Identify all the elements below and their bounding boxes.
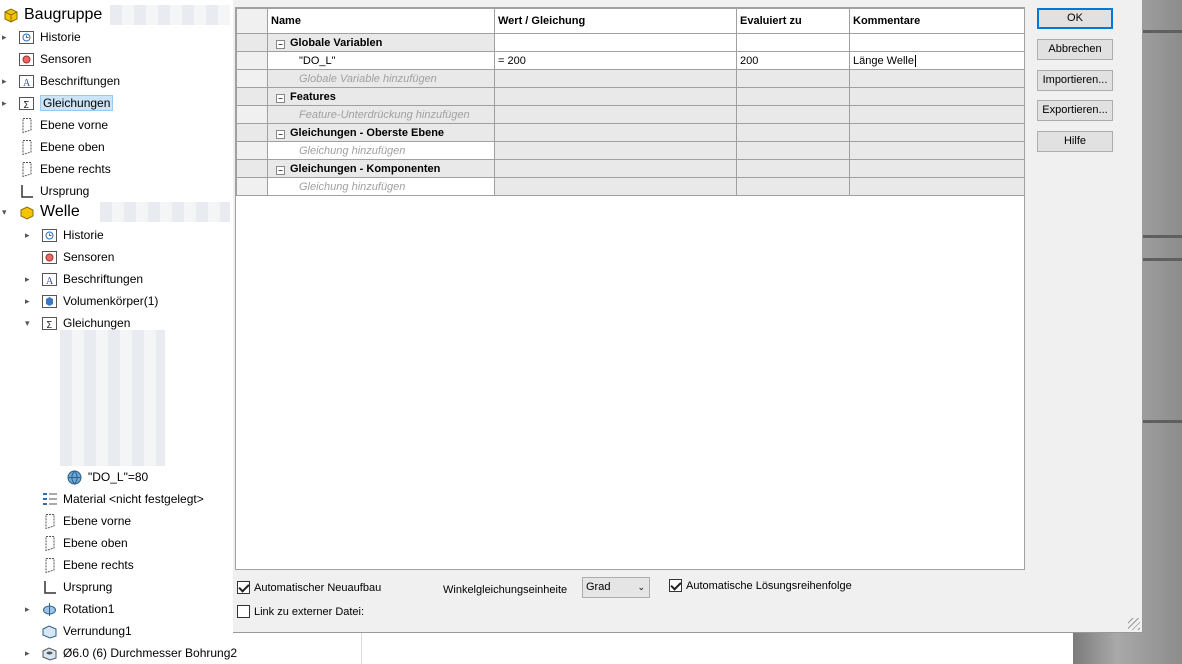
tree-item-label: Ebene rechts bbox=[40, 162, 111, 176]
blurred-region bbox=[100, 202, 230, 222]
group-label: Gleichungen - Komponenten bbox=[290, 162, 441, 175]
part-icon bbox=[18, 204, 35, 221]
collapse-icon[interactable]: − bbox=[276, 40, 285, 49]
column-header-comments[interactable]: Kommentare bbox=[850, 9, 1025, 34]
expand-arrow-icon[interactable]: ▸ bbox=[2, 76, 7, 86]
plane-icon bbox=[18, 161, 35, 178]
tree-item-historie[interactable] bbox=[2, 27, 81, 47]
tree-item-label: Verrundung1 bbox=[63, 624, 132, 638]
tree-root-assembly[interactable] bbox=[2, 5, 102, 25]
tree-item-ebene-vorne[interactable] bbox=[25, 511, 131, 531]
equations-grid bbox=[235, 7, 1025, 570]
fillet-icon bbox=[41, 623, 58, 640]
tree-spacer bbox=[2, 55, 10, 63]
tree-item-label: Rotation1 bbox=[63, 602, 115, 616]
tree-equation-label: "DO_L"=80 bbox=[88, 470, 149, 484]
angle-unit-select[interactable] bbox=[582, 577, 650, 598]
tree-part-label: Welle bbox=[40, 203, 80, 220]
import-button[interactable]: Importieren... bbox=[1037, 70, 1113, 91]
origin-icon bbox=[41, 579, 58, 596]
tree-item-label: Ursprung bbox=[40, 184, 90, 198]
column-header-value[interactable]: Wert / Gleichung bbox=[495, 9, 737, 34]
svg-text:A: A bbox=[23, 77, 31, 89]
expand-arrow-icon[interactable]: ▸ bbox=[25, 274, 30, 284]
tree-item-material-nicht-festgelegt[interactable] bbox=[25, 489, 204, 509]
group-features[interactable] bbox=[237, 88, 1025, 106]
expand-arrow-icon[interactable]: ▸ bbox=[2, 32, 7, 42]
equations-icon bbox=[41, 315, 58, 332]
equations-dialog bbox=[233, 0, 1143, 633]
tree-item-ebene-rechts[interactable] bbox=[2, 159, 111, 179]
auto-solve-order-label: Automatische Lösungsreihenfolge bbox=[686, 579, 852, 592]
globe-icon bbox=[66, 469, 83, 486]
collapse-arrow-icon[interactable]: ▾ bbox=[2, 207, 7, 217]
chevron-down-icon: ⌄ bbox=[637, 582, 645, 592]
group-label: Globale Variablen bbox=[290, 36, 383, 49]
plane-icon bbox=[41, 513, 58, 530]
tree-item-label: Sensoren bbox=[63, 250, 115, 264]
variable-comment-cell[interactable] bbox=[850, 52, 1025, 70]
tree-root-label: Baugruppe bbox=[24, 6, 103, 23]
variable-evaluated-cell: 200 bbox=[737, 52, 850, 70]
tree-item-rotation1[interactable] bbox=[25, 599, 114, 619]
tree-item-verrundung1[interactable] bbox=[25, 621, 132, 641]
angle-unit-value: Grad bbox=[586, 581, 611, 593]
plane-icon bbox=[41, 535, 58, 552]
tree-item-beschriftungen[interactable] bbox=[2, 71, 120, 91]
tree-item-label: Historie bbox=[40, 30, 81, 44]
blurred-equation-list bbox=[60, 330, 165, 466]
collapse-icon[interactable]: − bbox=[276, 166, 285, 175]
tree-item-sensoren[interactable] bbox=[2, 49, 91, 69]
sensor-icon bbox=[41, 249, 58, 266]
solid-bodies-icon bbox=[41, 293, 58, 310]
tree-item-ebene-rechts[interactable] bbox=[25, 555, 134, 575]
angle-unit-label: Winkelgleichungseinheite bbox=[443, 584, 568, 596]
plane-icon bbox=[41, 557, 58, 574]
tree-part-welle[interactable] bbox=[2, 202, 80, 222]
group-label: Gleichungen - Oberste Ebene bbox=[290, 126, 445, 139]
tree-item-label: Ebene oben bbox=[40, 140, 105, 154]
tree-item-label: Volumenkörper(1) bbox=[63, 294, 159, 308]
tree-item-ursprung[interactable] bbox=[2, 181, 89, 201]
tree-spacer bbox=[25, 627, 33, 635]
plane-icon bbox=[18, 139, 35, 156]
history-icon bbox=[41, 227, 58, 244]
tree-item-label: Gleichungen bbox=[40, 95, 113, 111]
external-link-label: Link zu externer Datei: bbox=[254, 605, 365, 618]
tree-item-ebene-oben[interactable] bbox=[25, 533, 128, 553]
tree-item-label: Beschriftungen bbox=[40, 74, 121, 88]
checkbox-checked-icon bbox=[237, 581, 250, 594]
blurred-region bbox=[110, 5, 230, 25]
tree-item-ursprung[interactable] bbox=[25, 577, 112, 597]
tree-item-label: Sensoren bbox=[40, 52, 92, 66]
svg-text:A: A bbox=[46, 275, 54, 287]
text-cursor bbox=[915, 55, 916, 67]
auto-solve-order-checkbox[interactable] bbox=[669, 579, 852, 592]
group-label: Features bbox=[290, 90, 336, 103]
variable-value-cell[interactable]: = 200 bbox=[495, 52, 737, 70]
checkbox-checked-icon bbox=[669, 579, 682, 592]
expand-arrow-icon[interactable]: ▸ bbox=[25, 648, 30, 658]
expand-arrow-icon[interactable]: ▸ bbox=[2, 98, 7, 108]
tree-item-label: Material <nicht festgelegt> bbox=[63, 492, 204, 506]
sensor-icon bbox=[18, 51, 35, 68]
annotations-icon bbox=[41, 271, 58, 288]
tree-item-label: Gleichungen bbox=[63, 316, 131, 330]
tree-spacer bbox=[25, 561, 33, 569]
auto-rebuild-checkbox[interactable] bbox=[237, 581, 381, 594]
add-feature-suppression-cell[interactable]: Feature-Unterdrückung hinzufügen bbox=[268, 106, 495, 124]
revolve-icon bbox=[41, 601, 58, 618]
tree-spacer bbox=[25, 583, 33, 591]
svg-text:Σ: Σ bbox=[23, 99, 30, 111]
annotations-icon bbox=[18, 73, 35, 90]
collapse-icon[interactable]: − bbox=[276, 94, 285, 103]
tree-item-label: Beschriftungen bbox=[63, 272, 144, 286]
tree-item-ebene-oben[interactable] bbox=[2, 137, 105, 157]
resize-grip-icon[interactable] bbox=[1128, 618, 1140, 630]
tree-item-6-0-6-durchmesser-bohrung2[interactable] bbox=[25, 643, 237, 663]
collapse-arrow-icon[interactable]: ▾ bbox=[25, 318, 30, 328]
expand-arrow-icon[interactable]: ▸ bbox=[25, 230, 30, 240]
column-header-evaluated[interactable]: Evaluiert zu bbox=[737, 9, 850, 34]
tree-item-label: Ebene rechts bbox=[63, 558, 134, 572]
tree-item-label: Ebene vorne bbox=[63, 514, 132, 528]
variable-name-cell[interactable]: "DO_L" bbox=[268, 52, 495, 70]
help-button[interactable]: Hilfe bbox=[1037, 131, 1113, 152]
tree-spacer bbox=[2, 143, 10, 151]
collapse-icon[interactable]: − bbox=[276, 130, 285, 139]
group-components[interactable] bbox=[237, 160, 1025, 178]
tree-item-volumenk-rper-1[interactable] bbox=[25, 291, 158, 311]
material-icon bbox=[41, 491, 58, 508]
tree-item-gleichungen[interactable] bbox=[2, 93, 113, 113]
group-top-level[interactable] bbox=[237, 124, 1025, 142]
add-global-variable-cell[interactable]: Globale Variable hinzufügen bbox=[268, 70, 495, 88]
comment-text: Länge Welle bbox=[853, 54, 914, 67]
table-row[interactable] bbox=[237, 142, 1025, 160]
tree-item-ebene-vorne[interactable] bbox=[2, 115, 108, 135]
tree-item-beschriftungen[interactable] bbox=[25, 269, 143, 289]
auto-rebuild-label: Automatischer Neuaufbau bbox=[254, 581, 382, 594]
add-equation-components-cell[interactable]: Gleichung hinzufügen bbox=[268, 178, 495, 196]
origin-icon bbox=[18, 183, 35, 200]
checkbox-unchecked-icon bbox=[237, 605, 250, 618]
expand-arrow-icon[interactable]: ▸ bbox=[25, 604, 30, 614]
table-row[interactable] bbox=[237, 70, 1025, 88]
tree-spacer bbox=[2, 165, 10, 173]
table-row[interactable] bbox=[237, 178, 1025, 196]
tree-item-label: Ebene oben bbox=[63, 536, 128, 550]
assembly-icon bbox=[2, 7, 19, 24]
tree-item-sensoren[interactable] bbox=[25, 247, 114, 267]
tree-spacer bbox=[2, 121, 10, 129]
group-global-variables[interactable] bbox=[237, 34, 1025, 52]
column-header-name[interactable]: Name bbox=[268, 9, 495, 34]
plane-icon bbox=[18, 117, 35, 134]
hole-icon bbox=[41, 645, 58, 662]
export-button[interactable]: Exportieren... bbox=[1037, 100, 1113, 121]
table-row[interactable] bbox=[237, 52, 1025, 70]
tree-item-label: Ø6.0 (6) Durchmesser Bohrung2 bbox=[63, 646, 238, 660]
tree-spacer bbox=[25, 539, 33, 547]
tree-item-label: Ursprung bbox=[63, 580, 113, 594]
tree-item-label: Historie bbox=[63, 228, 104, 242]
expand-arrow-icon[interactable]: ▸ bbox=[25, 296, 30, 306]
external-link-checkbox[interactable] bbox=[237, 605, 364, 618]
tree-equation-item[interactable] bbox=[66, 467, 148, 487]
ok-button[interactable]: OK bbox=[1037, 8, 1113, 29]
tree-item-historie[interactable] bbox=[25, 225, 104, 245]
tree-spacer bbox=[25, 495, 33, 503]
tree-spacer bbox=[25, 517, 33, 525]
equations-icon bbox=[18, 95, 35, 112]
history-icon bbox=[18, 29, 35, 46]
tree-spacer bbox=[2, 187, 10, 195]
row-header-corner bbox=[237, 9, 268, 34]
svg-text:Σ: Σ bbox=[46, 319, 53, 331]
add-equation-top-cell[interactable]: Gleichung hinzufügen bbox=[268, 142, 495, 160]
table-row[interactable] bbox=[237, 106, 1025, 124]
cancel-button[interactable]: Abbrechen bbox=[1037, 39, 1113, 60]
tree-item-label: Ebene vorne bbox=[40, 118, 109, 132]
tree-spacer bbox=[25, 253, 33, 261]
